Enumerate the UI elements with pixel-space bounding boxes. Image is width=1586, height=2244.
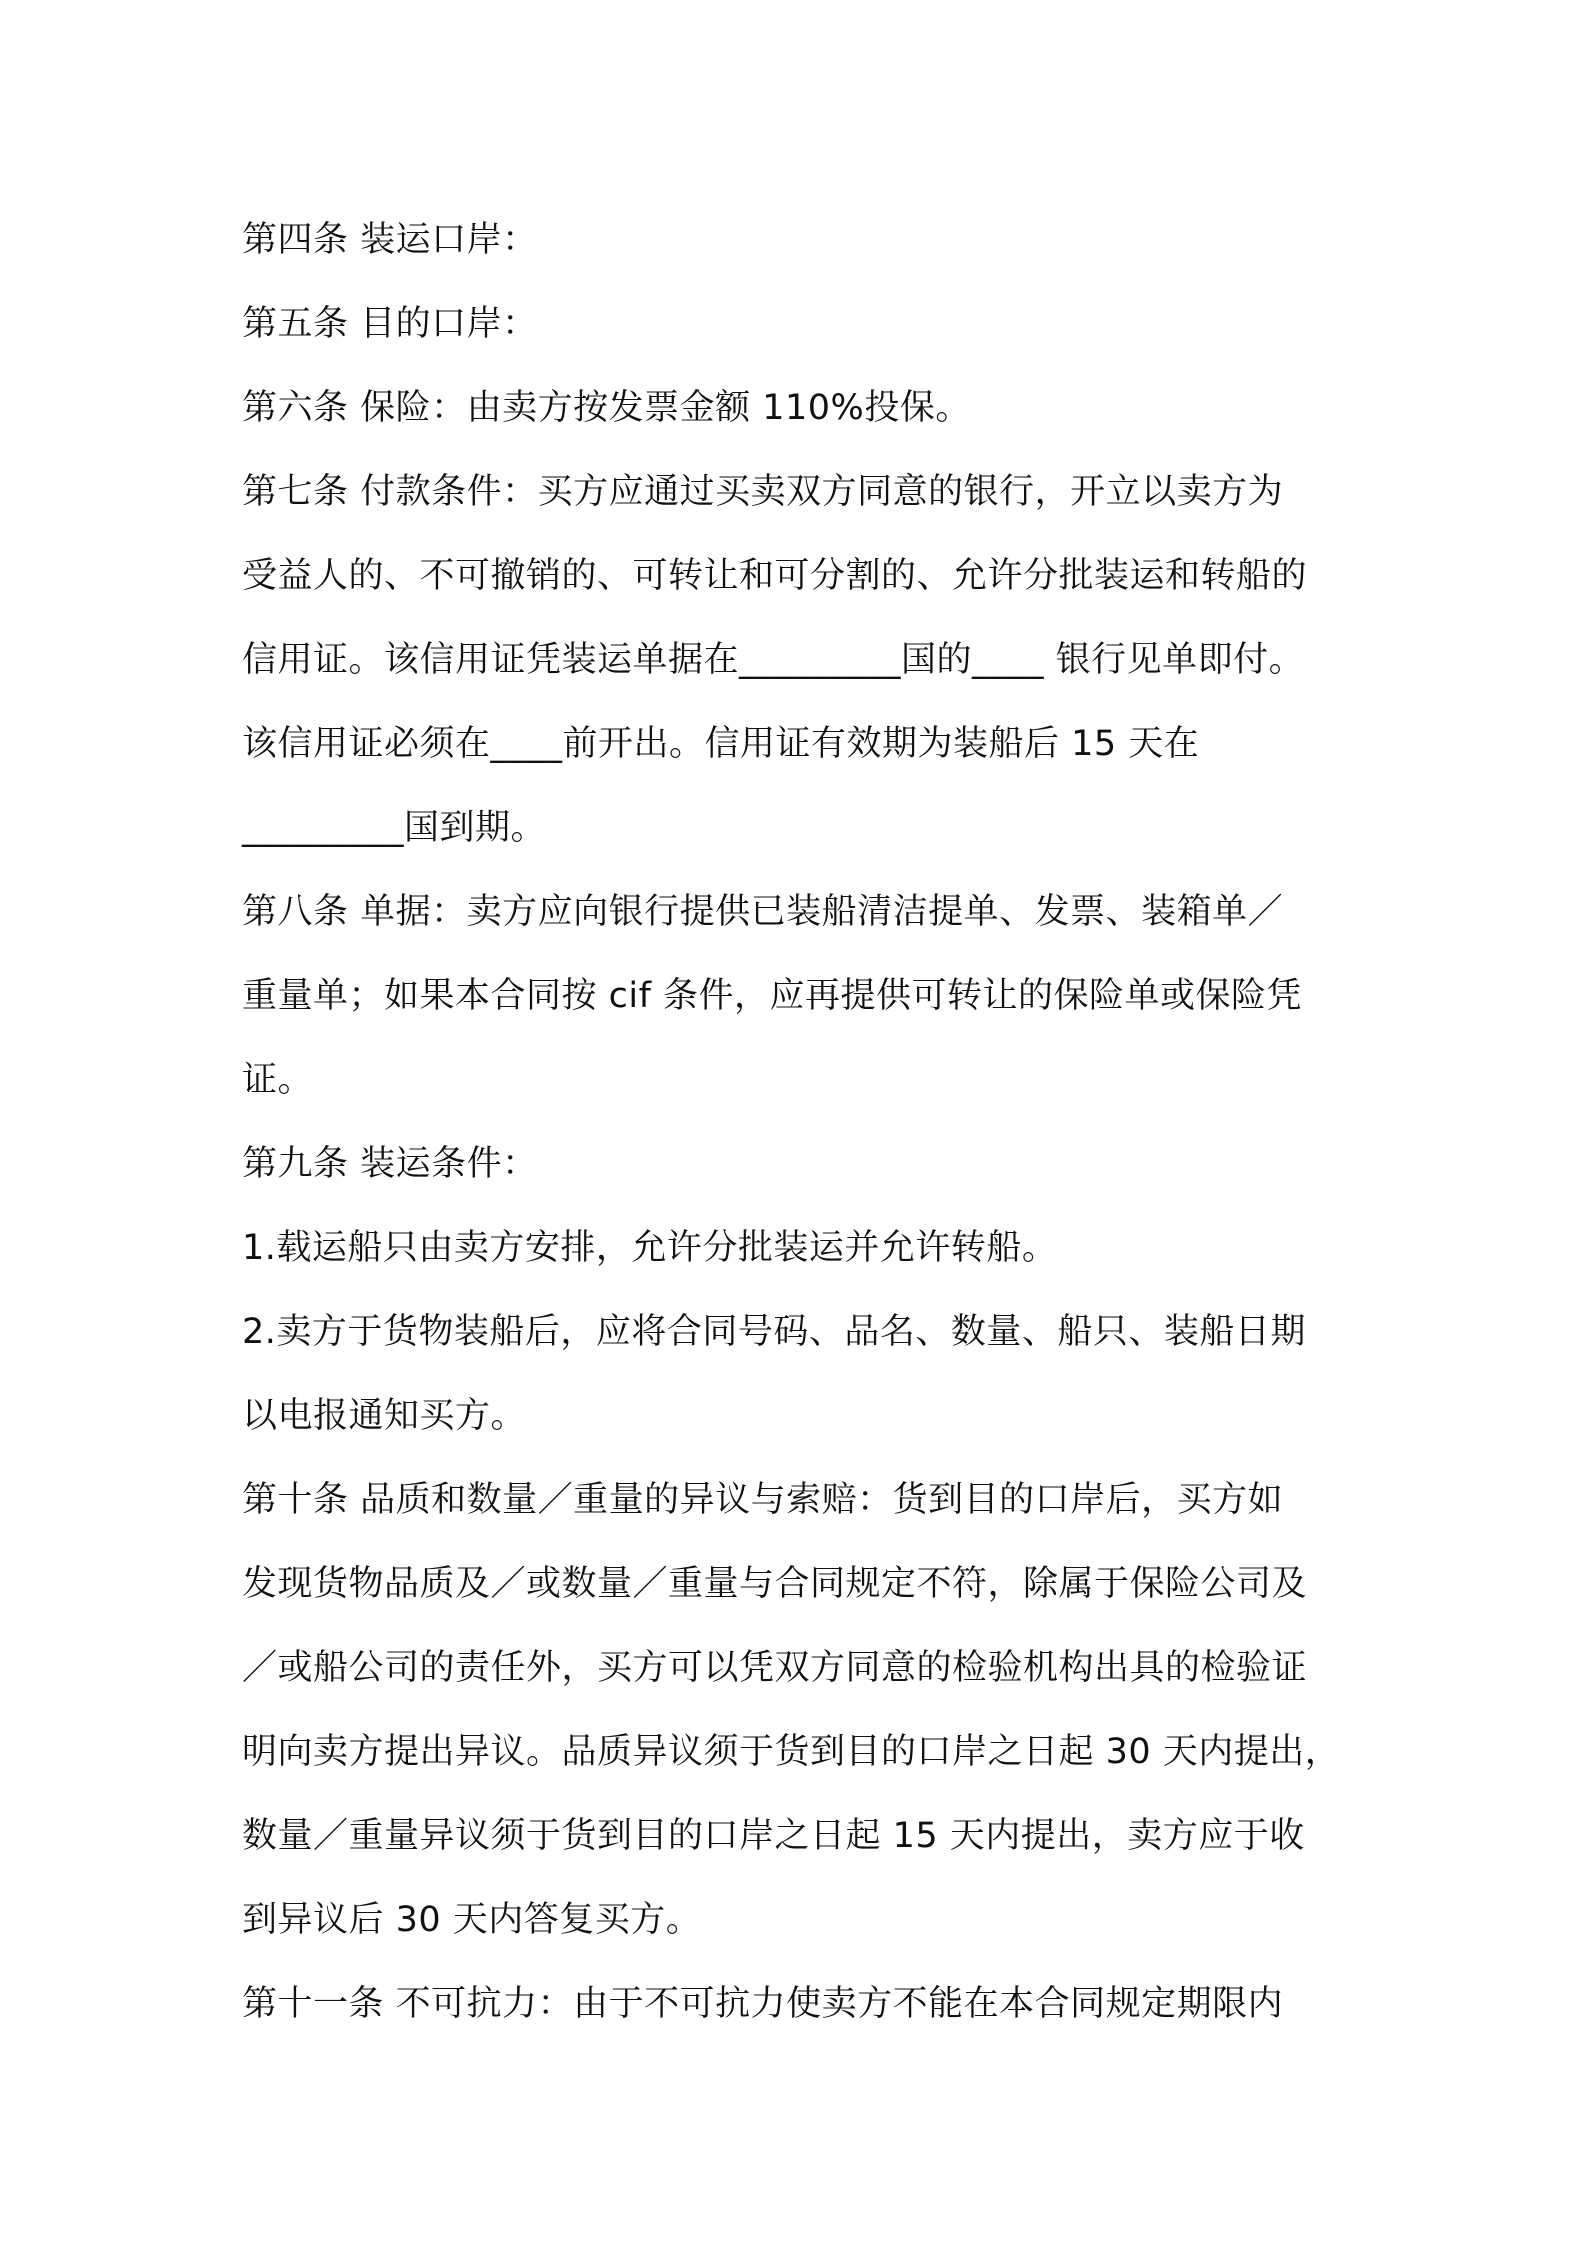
article-4-line: 第四条 装运口岸： [242,220,538,260]
article-7-line-4: 该信用证必须在____前开出。信用证有效期为装船后 15 天在 [242,724,1200,764]
article-8-line-2: 重量单；如果本合同按 cif 条件，应再提供可转让的保险单或保险凭 [242,976,1303,1016]
article-10-line-6: 到异议后 30 天内答复买方。 [242,1900,702,1940]
article-5-line: 第五条 目的口岸： [242,304,538,344]
article-8-line-3: 证。 [242,1060,314,1100]
article-10-line-1: 第十条 品质和数量／重量的异议与索赔：货到目的口岸后，买方如 [242,1480,1284,1520]
contract-body [242,198,1362,2046]
article-7-line-3: 信用证。该信用证凭装运单据在_________国的____ 银行见单即付。 [242,640,1305,680]
article-7-line-2: 受益人的、不可撤销的、可转让和可分割的、允许分批装运和转船的 [242,556,1308,596]
article-9-item-2-line-1: 2.卖方于货物装船后，应将合同号码、品名、数量、船只、装船日期 [242,1312,1306,1352]
article-7-line-5: _________国到期。 [242,808,547,848]
article-10-line-3: ／或船公司的责任外，买方可以凭双方同意的检验机构出具的检验证 [242,1648,1308,1688]
article-7-line-1: 第七条 付款条件：买方应通过买卖双方同意的银行，开立以卖方为 [242,472,1284,512]
article-9-item-2-line-2: 以电报通知买方。 [242,1396,527,1436]
article-10-line-5: 数量／重量异议须于货到目的口岸之日起 15 天内提出，卖方应于收 [242,1816,1305,1856]
article-8-line-1: 第八条 单据：卖方应向银行提供已装船清洁提单、发票、装箱单／ [242,892,1284,932]
article-6-line: 第六条 保险：由卖方按发票金额 110%投保。 [242,388,971,428]
article-9-item-1: 1.载运船只由卖方安排，允许分批装运并允许转船。 [242,1228,1058,1268]
article-10-line-4: 明向卖方提出异议。品质异议须于货到目的口岸之日起 30 天内提出， [242,1732,1341,1772]
article-10-line-2: 发现货物品质及／或数量／重量与合同规定不符，除属于保险公司及 [242,1564,1308,1604]
article-11-line-1: 第十一条 不可抗力：由于不可抗力使卖方不能在本合同规定期限内 [242,1984,1284,2024]
article-9-line: 第九条 装运条件： [242,1144,538,1184]
